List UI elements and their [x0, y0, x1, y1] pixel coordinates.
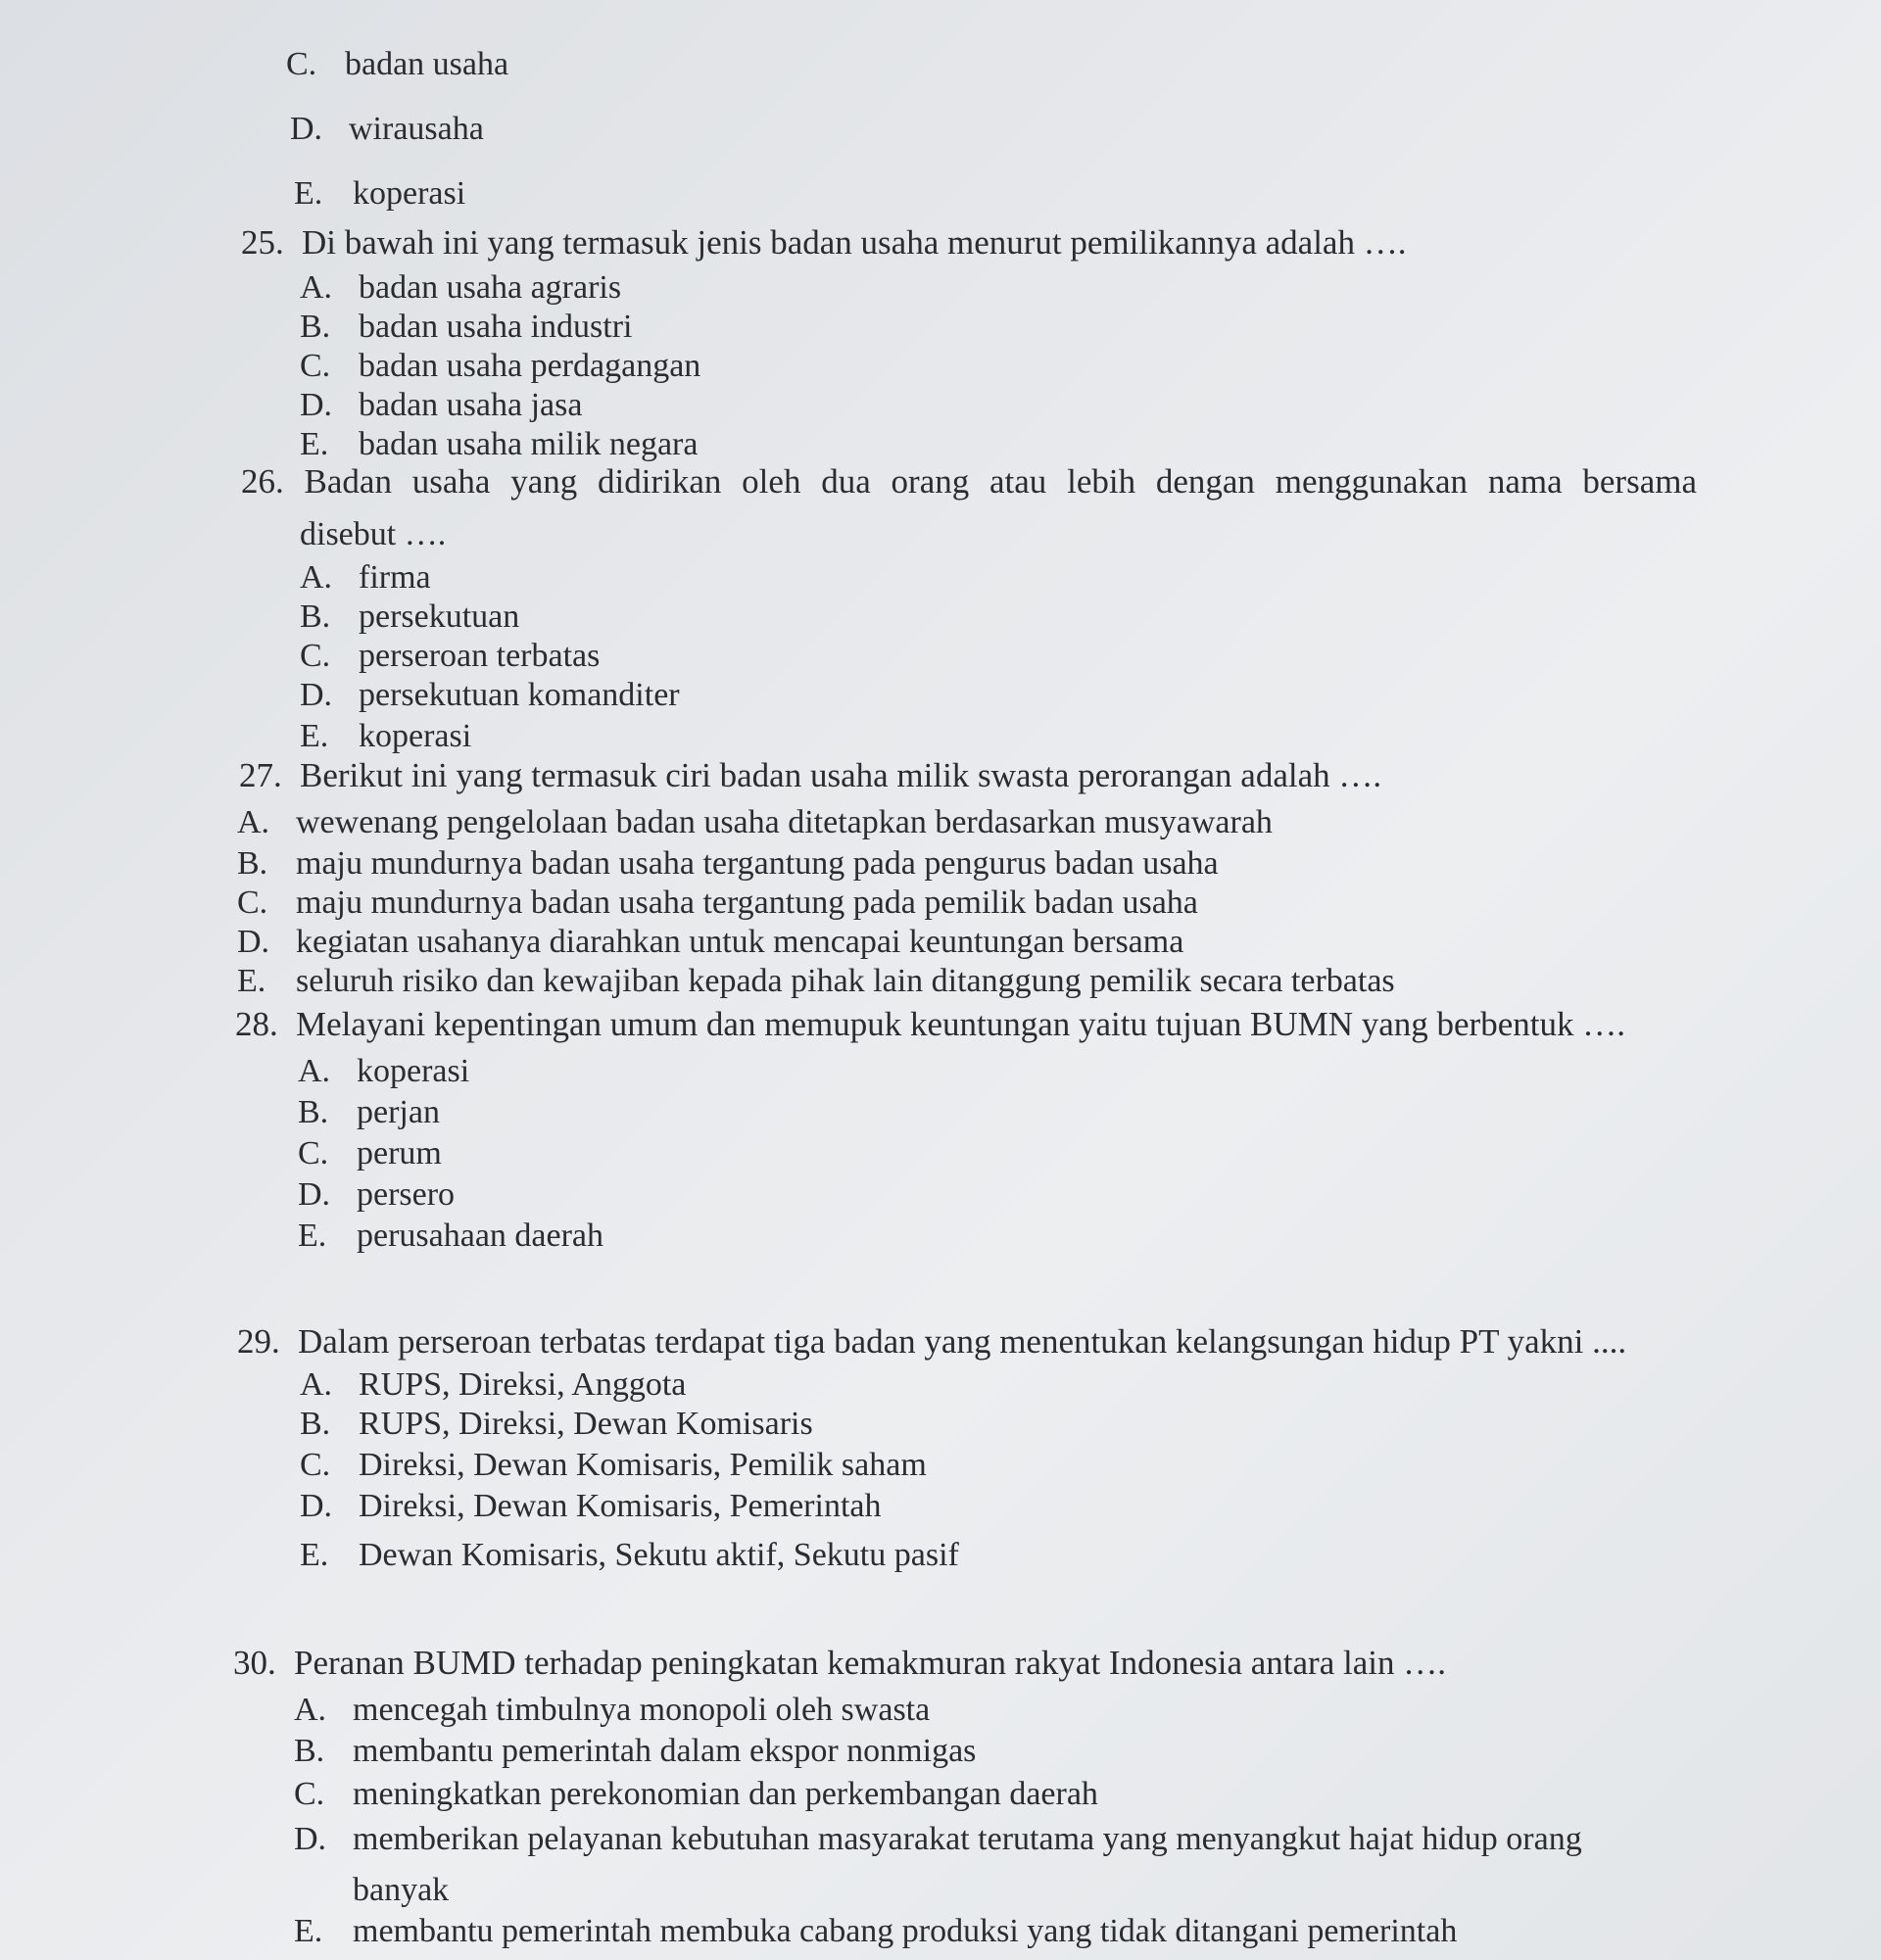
option-letter: C. [294, 1776, 325, 1812]
option-text-line2: banyak [353, 1872, 450, 1908]
question-text: Peranan BUMD terhadap peningkatan kemakmuran rakyat Indonesia antara lain …. [294, 1644, 1446, 1682]
q30-option-d [294, 1820, 1582, 1859]
option-text: RUPS, Direksi, Dewan Komisaris [359, 1406, 813, 1442]
question-26-continued [300, 515, 446, 554]
option-letter: D. [294, 1821, 327, 1857]
question-text-line1: Badan usaha yang didirikan oleh dua orang atau lebih dengan menggunakan nama bersama [304, 462, 1698, 501]
q29-option-d [300, 1487, 882, 1526]
option-text: badan usaha jasa [359, 387, 583, 423]
question-27 [239, 756, 1381, 795]
option-text: maju mundurnya badan usaha tergantung pada pemilik badan usaha [296, 884, 1198, 921]
option-text: koperasi [357, 1053, 470, 1089]
q28-option-e [298, 1217, 603, 1256]
option-letter: C. [300, 1447, 331, 1483]
option-text: badan usaha agraris [359, 269, 622, 306]
q30-option-b [294, 1732, 976, 1771]
option-text: maju mundurnya badan usaha tergantung pada pengurus badan usaha [296, 845, 1219, 882]
option-text: koperasi [359, 718, 472, 754]
option-text: Dewan Komisaris, Sekutu aktif, Sekutu pasif [359, 1537, 959, 1573]
option-letter: D. [300, 1488, 333, 1524]
option-text: perusahaan daerah [357, 1218, 604, 1254]
option-text: mencegah timbulnya monopoli oleh swasta [353, 1692, 931, 1728]
option-text: badan usaha perdagangan [359, 348, 701, 384]
option-letter: B. [298, 1094, 329, 1130]
option-letter: A. [300, 269, 333, 306]
option-text: membantu pemerintah dalam ekspor nonmigas [353, 1733, 977, 1769]
q30-option-c [294, 1775, 1098, 1814]
question-text: Di bawah ini yang termasuk jenis badan usaha menurut pemilikannya adalah …. [302, 223, 1407, 262]
option-letter: A. [300, 559, 333, 596]
q24-option-c [286, 45, 508, 84]
q25-option-b [300, 308, 633, 347]
option-letter: D. [237, 924, 270, 960]
q26-option-c [300, 637, 600, 676]
question-number: 29. [237, 1322, 280, 1361]
q25-option-e [300, 425, 698, 464]
question-28 [235, 1005, 1625, 1044]
option-letter: B. [300, 1406, 331, 1442]
q30-option-e [294, 1912, 1457, 1951]
option-letter: B. [300, 598, 331, 635]
option-text: kegiatan usahanya diarahkan untuk mencapai keuntungan bersama [296, 924, 1184, 960]
option-text: badan usaha industri [359, 309, 633, 345]
option-text: badan usaha [345, 46, 509, 82]
q28-option-d [298, 1175, 455, 1215]
question-number: 28. [235, 1005, 278, 1043]
q27-option-c [237, 884, 1198, 923]
option-letter: C. [300, 638, 331, 674]
option-letter: B. [237, 845, 268, 882]
option-letter: B. [294, 1733, 325, 1769]
option-letter: A. [294, 1692, 327, 1728]
q26-option-d [300, 676, 680, 715]
question-number: 30. [233, 1644, 276, 1682]
question-25 [241, 223, 1406, 263]
q25-option-c [300, 347, 700, 386]
option-letter: E. [300, 426, 329, 462]
option-text: Direksi, Dewan Komisaris, Pemilik saham [359, 1447, 927, 1483]
option-text: persekutuan [359, 598, 520, 635]
option-letter: E. [294, 1913, 323, 1949]
option-text: koperasi [353, 175, 466, 212]
option-text: memberikan pelayanan kebutuhan masyarakat terutama yang menyangkut hajat hidup orang [353, 1821, 1582, 1857]
option-letter: C. [300, 348, 331, 384]
option-letter: E. [300, 718, 329, 754]
option-letter: E. [298, 1218, 327, 1254]
option-text: firma [359, 559, 431, 596]
q29-option-b [300, 1405, 813, 1444]
option-letter: B. [300, 309, 331, 345]
q28-option-b [298, 1093, 440, 1132]
option-text: perjan [357, 1094, 440, 1130]
option-text: badan usaha milik negara [359, 426, 699, 462]
question-text-line2: disebut …. [300, 516, 447, 552]
q26-option-a [300, 558, 431, 598]
option-letter: C. [298, 1135, 329, 1171]
option-text: wirausaha [349, 111, 484, 147]
option-letter: A. [298, 1053, 331, 1089]
option-letter: A. [237, 804, 270, 840]
q28-option-a [298, 1052, 469, 1091]
q27-option-a [237, 803, 1273, 842]
question-30 [233, 1644, 1446, 1683]
option-letter: D. [298, 1176, 331, 1213]
q24-option-e [294, 174, 465, 214]
option-text: wewenang pengelolaan badan usaha ditetapkan berdasarkan musyawarah [296, 804, 1273, 840]
option-text: persero [357, 1176, 456, 1213]
option-text: seluruh risiko dan kewajiban kepada pihak lain ditanggung pemilik secara terbatas [296, 963, 1395, 999]
q29-option-c [300, 1446, 927, 1485]
option-text: persekutuan komanditer [359, 677, 680, 713]
option-letter: C. [286, 46, 317, 82]
q27-option-e [237, 962, 1395, 1001]
q25-option-d [300, 386, 582, 425]
option-text: RUPS, Direksi, Anggota [359, 1366, 687, 1403]
option-letter: C. [237, 884, 268, 921]
q24-option-d [290, 110, 484, 149]
q29-option-e [300, 1536, 959, 1575]
q25-option-a [300, 268, 621, 308]
q28-option-c [298, 1134, 442, 1173]
option-letter: E. [294, 175, 323, 212]
option-letter: D. [290, 111, 323, 147]
q27-option-d [237, 923, 1183, 962]
question-text: Dalam perseroan terbatas terdapat tiga badan yang menentukan kelangsungan hidup PT yakni .... [298, 1322, 1627, 1361]
q29-option-a [300, 1365, 686, 1405]
question-26 [241, 462, 1697, 502]
option-text: Direksi, Dewan Komisaris, Pemerintah [359, 1488, 882, 1524]
question-text: Melayani kepentingan umum dan memupuk keuntungan yaitu tujuan BUMN yang berbentuk …. [296, 1005, 1625, 1043]
question-text: Berikut ini yang termasuk ciri badan usaha milik swasta perorangan adalah …. [300, 756, 1382, 794]
option-letter: D. [300, 387, 333, 423]
q26-option-b [300, 598, 519, 637]
question-29 [237, 1322, 1626, 1362]
option-text: perum [357, 1135, 442, 1171]
option-text: meningkatkan perekonomian dan perkembangan daerah [353, 1776, 1098, 1812]
option-letter: E. [237, 963, 266, 999]
option-text: perseroan terbatas [359, 638, 601, 674]
option-letter: D. [300, 677, 333, 713]
question-number: 26. [241, 462, 284, 501]
option-letter: A. [300, 1366, 333, 1403]
q27-option-b [237, 844, 1219, 884]
q26-option-e [300, 717, 471, 756]
question-number: 25. [241, 223, 284, 262]
option-letter: E. [300, 1537, 329, 1573]
q30-option-a [294, 1691, 930, 1730]
question-number: 27. [239, 756, 282, 794]
option-text: membantu pemerintah membuka cabang produksi yang tidak ditangani pemerintah [353, 1913, 1458, 1949]
q30-option-d-continued [353, 1871, 449, 1910]
